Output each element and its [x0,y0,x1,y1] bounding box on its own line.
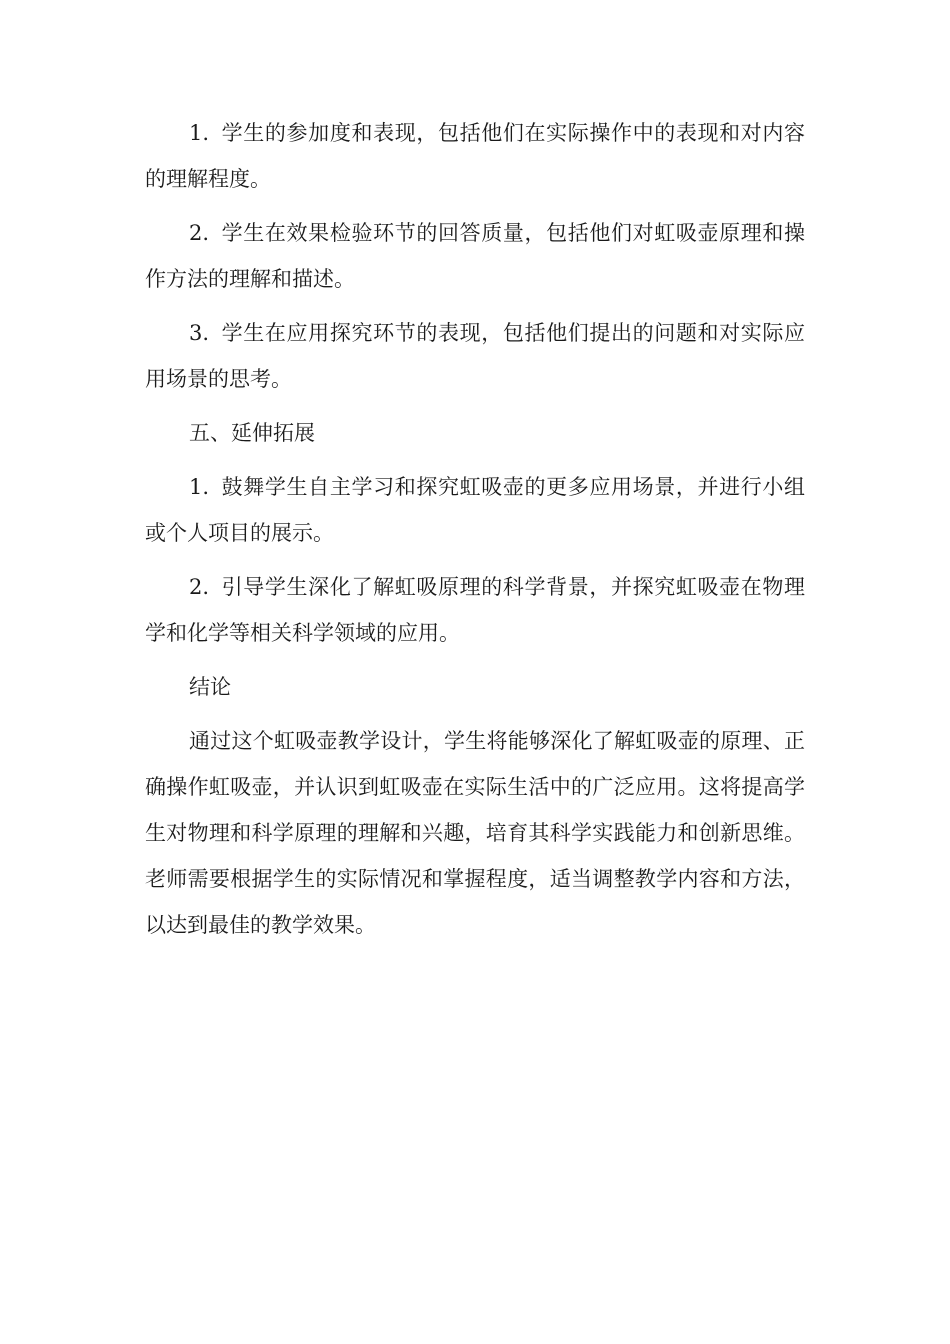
section-heading-conclusion: 结论 [189,675,231,699]
conclusion-paragraph: 通过这个虹吸壶教学设计，学生将能够深化了解虹吸壶的原理、正确操作虹吸壶，并认识到虹吸壶在实际生活中的广泛应用。这将提高学生对物理和科学原理的理解和兴趣，培育其科学实践能力和创新思维。老师需要根据学生的实际情况和掌握程度，适当调整教学内容和方法，以达到最佳的教学效果。 [145,729,805,937]
eval-item-1 [145,110,805,202]
section-heading-extension: 五、延伸拓展 [189,421,315,445]
item-number: 1. [189,121,210,145]
eval-item-3 [145,310,805,402]
item-text: 学生在效果检验环节的回答质量，包括他们对虹吸壶原理和操作方法的理解和描述。 [145,221,805,291]
item-number: 2. [189,221,210,245]
item-text: 学生的参加度和表现，包括他们在实际操作中的表现和对内容的理解程度。 [145,121,805,191]
extension-item-1 [145,464,805,556]
item-text: 学生在应用探究环节的表现，包括他们提出的问题和对实际应用场景的思考。 [145,321,805,391]
item-text: 引导学生深化了解虹吸原理的科学背景，并探究虹吸壶在物理学和化学等相关科学领域的应用。 [145,575,805,645]
item-number: 1. [189,475,210,499]
eval-item-2 [145,210,805,302]
item-number: 2. [189,575,210,599]
item-text: 鼓舞学生自主学习和探究虹吸壶的更多应用场景，并进行小组或个人项目的展示。 [145,475,805,545]
document-page [145,110,805,956]
extension-item-2 [145,564,805,656]
item-number: 3. [189,321,210,345]
